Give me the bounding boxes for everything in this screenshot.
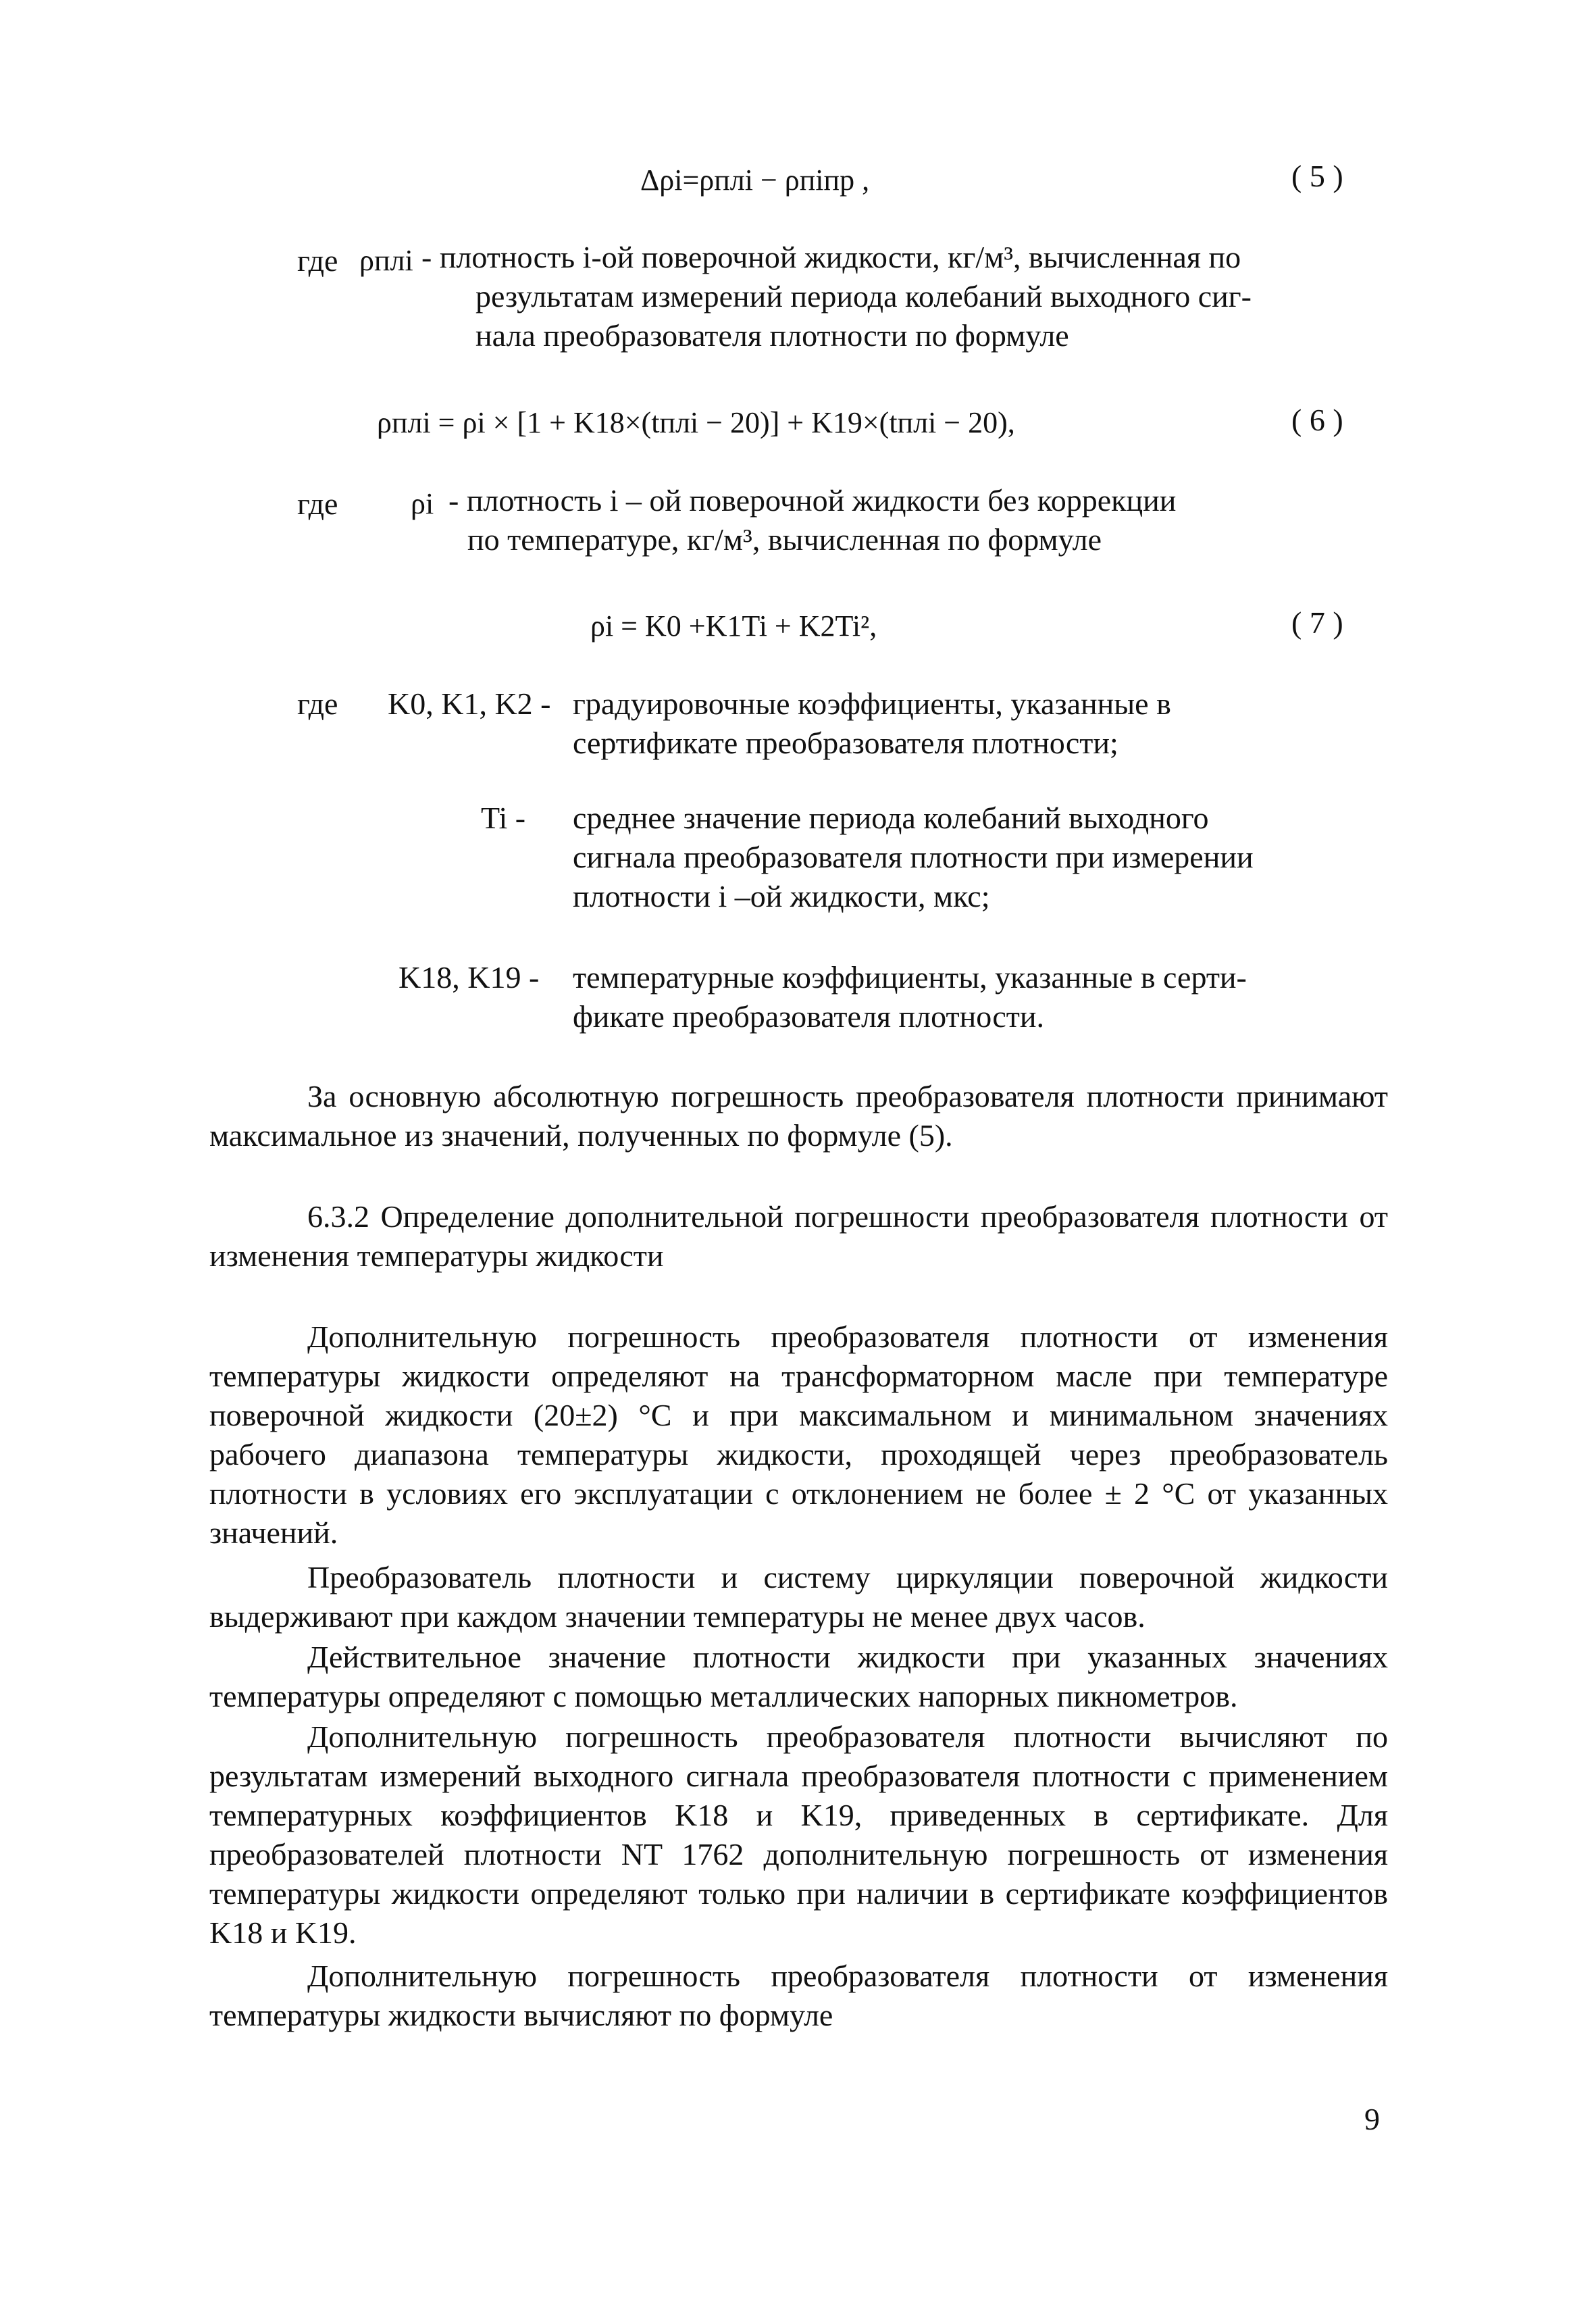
def4-text bbox=[573, 799, 1383, 916]
paragraph-conclusion: За основную абсолютную погрешность преобразователя плотности принимают максимальное из значений, полученных по формуле (5). bbox=[209, 1079, 1388, 1153]
paragraph-holding-time: Преобразователь плотности и систему циркуляции поверочной жидкости выдерживают при каждом значении температуры не менее двух часов. bbox=[209, 1560, 1388, 1634]
def5-line2: фикате преобразователя плотности. bbox=[573, 999, 1045, 1034]
where-label: где bbox=[297, 243, 338, 278]
def2-line2: по температуре, кг/м³, вычисленная по формуле bbox=[467, 522, 1102, 557]
def5-symbol: K18, K19 - bbox=[398, 960, 540, 995]
def2-line1: - плотность i – ой поверочной жидкости без коррекции bbox=[448, 483, 1177, 518]
def2-text bbox=[448, 481, 1327, 559]
def4-symbol: Ti - bbox=[481, 801, 526, 835]
formula-6-number: ( 6 ) bbox=[1291, 403, 1343, 437]
def5-line1: температурные коэффициенты, указанные в серти- bbox=[573, 960, 1247, 995]
section-heading: 6.3.2 Определение дополнительной погрешности преобразователя плотности от изменения температуры жидкости bbox=[209, 1199, 1388, 1273]
paragraph-formula-intro: Дополнительную погрешность преобразователя плотности от изменения температуры жидкости вычисляют по формуле bbox=[209, 1959, 1388, 2032]
formula-5: Δρi=ρплi − ρпiпр , bbox=[640, 164, 870, 197]
def1-symbol: ρплi bbox=[359, 244, 413, 277]
def1-text bbox=[421, 238, 1367, 355]
formula-7: ρi = K0 +K1Ti + K2Ti², bbox=[590, 609, 877, 643]
def3-symbol: K0, K1, K2 - bbox=[388, 686, 551, 721]
def1-line1: - плотность i-ой поверочной жидкости, кг/м³, вычисленная по bbox=[421, 240, 1241, 274]
paragraph-temperature-method: Дополнительную погрешность преобразователя плотности от изменения температуры жидкости определяют на трансформаторном масле при температуре поверочной жидкости (20±2) °С и при максимальном и минимальном значениях рабочего диапазона температуры жидкости, проходящей через преобразователь плотности в условиях его эксплуатации с отклонением не более ± 2 °С от указанных значений. bbox=[209, 1319, 1388, 1550]
formula-7-number: ( 7 ) bbox=[1291, 605, 1343, 640]
paragraph-coefficients: Дополнительную погрешность преобразователя плотности вычисляют по результатам измерений выходного сигнала преобразователя плотности с применением температурных коэффициентов K18 и K19, приведенных в сертификате. Для преобразователей плотности NT 1762 дополнительную погрешность от изменения температуры жидкости определяют только при наличии в сертификате коэффициентов K18 и K19. bbox=[209, 1719, 1388, 1950]
page-number: 9 bbox=[1364, 2102, 1380, 2136]
where-label: где bbox=[297, 486, 338, 521]
def3-line2: сертификате преобразователя плотности; bbox=[573, 726, 1118, 760]
def1-line2: результатам измерений периода колебаний выходного сиг- bbox=[475, 279, 1252, 313]
def2-symbol: ρi bbox=[411, 487, 434, 520]
formula-5-number: ( 5 ) bbox=[1291, 159, 1343, 193]
def4-line2: сигнала преобразователя плотности при измерении bbox=[573, 840, 1254, 874]
def5-text bbox=[573, 958, 1383, 1036]
def3-line1: градуировочные коэффициенты, указанные в bbox=[573, 686, 1171, 721]
def4-line3: плотности i –ой жидкости, мкс; bbox=[573, 879, 990, 913]
def3-text bbox=[573, 684, 1383, 763]
def4-line1: среднее значение периода колебаний выходного bbox=[573, 801, 1209, 835]
formula-6: ρплi = ρi × [1 + K18×(tплi − 20)] + K19×(tплi − 20), bbox=[377, 406, 1015, 439]
paragraph-pycnometers: Действительное значение плотности жидкости при указанных значениях температуры определяют с помощью металлических напорных пикнометров. bbox=[209, 1640, 1388, 1713]
where-label: где bbox=[297, 686, 338, 721]
def1-line3: нала преобразователя плотности по формуле bbox=[475, 318, 1069, 353]
